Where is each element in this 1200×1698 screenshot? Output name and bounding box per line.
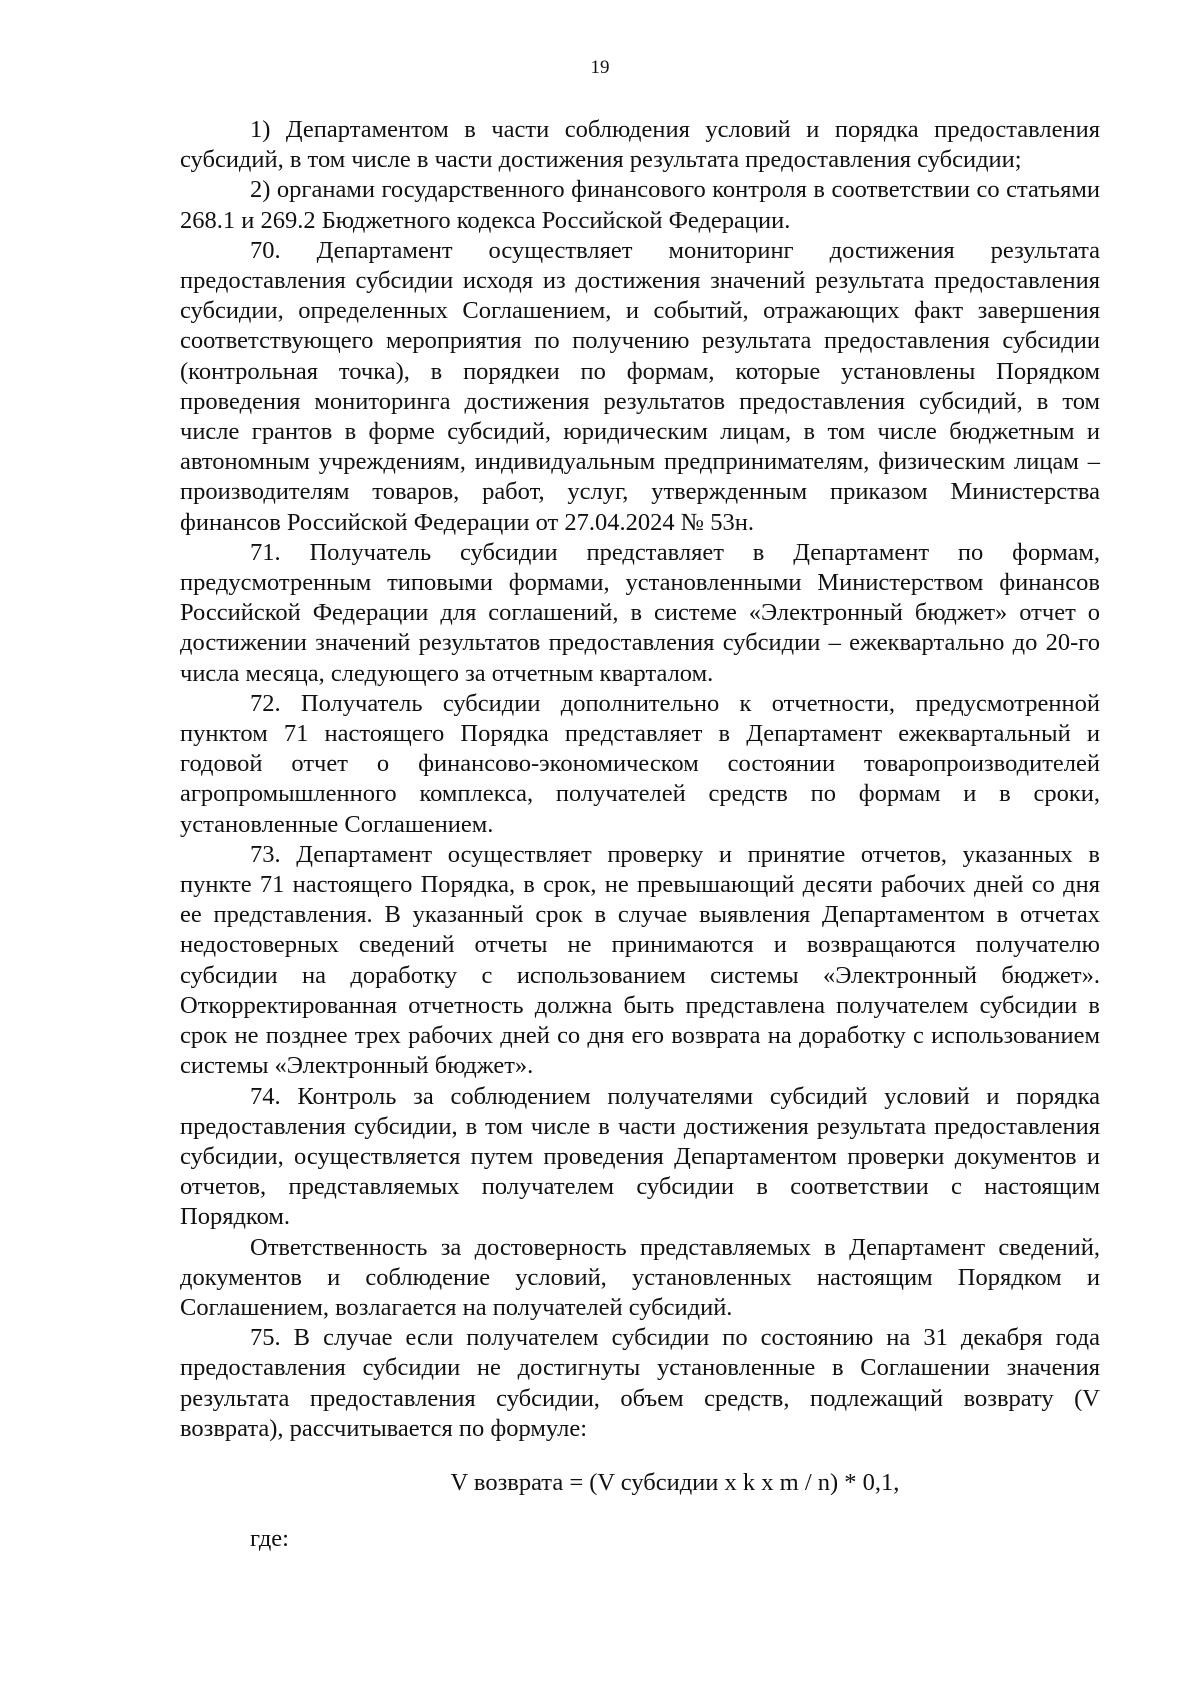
paragraph-1: 1) Департаментом в части соблюдения условий и порядка предоставления субсидий, в том числе в части достижения результата предоставления субсидии; — [180, 116, 1100, 174]
document-body — [180, 115, 1100, 1554]
paragraph-70: 70. Департамент осуществляет мониторинг достижения результата предоставления субсидии исходя из достижения значений результата предоставления субсидии, определенных Соглашением, и событий, отражающих факт завершения соответствующего мероприятия по получению результата предоставления субсидии (контрольная точка), в порядкеи по формам, которые установлены Порядком проведения мониторинга достижения результатов предоставления субсидий, в том числе грантов в форме субсидий, юридическим лицам, в том числе бюджетным и автономным учреждениям, индивидуальным предпринимателям, физическим лицам – производителям товаров, работ, услуг, утвержденным приказом Министерства финансов Российской Федерации от 27.04.2024 № 53н. — [180, 236, 1100, 536]
paragraph-71: 71. Получатель субсидии представляет в Департамент по формам, предусмотренным типовыми формами, установленными Министерством финансов Российской Федерации для соглашений, в системе «Электронный бюджет» отчет о достижении значений результатов предоставления субсидии – ежеквартально до 20-го числа месяца, следующего за отчетным кварталом. — [180, 538, 1100, 687]
paragraph-73: 73. Департамент осуществляет проверку и принятие отчетов, указанных в пункте 71 настоящего Порядка, в срок, не превышающий десяти рабочих дней со дня ее представления. В указанный срок в случае выявления Департаментом в отчетах недостоверных сведений отчеты не принимаются и возвращаются получателю субсидии на доработку с использованием системы «Электронный бюджет». Откорректированная отчетность должна быть представлена получателем субсидии в срок не позднее трех рабочих дней со дня его возврата на доработку с использованием системы «Электронный бюджет». — [180, 840, 1100, 1080]
paragraph-72: 72. Получатель субсидии дополнительно к отчетности, предусмотренной пунктом 71 настоящего Порядка представляет в Департамент ежеквартальный и годовой отчет о финансово-экономическом состоянии товаропроизводителей агропромышленного комплекса, получателей средств по формам и в сроки, установленные Соглашением. — [180, 689, 1100, 838]
refund-formula: V возврата = (V субсидии x k x m / n) * 0,1, — [450, 1468, 900, 1496]
paragraph-responsibility: Ответственность за достоверность представляемых в Департамент сведений, документов и соблюдение условий, установленных настоящим Порядком и Соглашением, возлагается на получателей субсидий. — [180, 1233, 1100, 1321]
paragraph-75: 75. В случае если получателем субсидии по состоянию на 31 декабря года предоставления субсидии не достигнуты установленные в Соглашении значения результата предоставления субсидии, объем средств, подлежащий возврату (V возврата), рассчитывается по формуле: — [180, 1324, 1100, 1442]
paragraph-2: 2) органами государственного финансового контроля в соответствии со статьями 268.1 и 269.2 Бюджетного кодекса Российской Федерации. — [180, 176, 1100, 234]
paragraph-74: 74. Контроль за соблюдением получателями субсидий условий и порядка предоставления субсидии, в том числе в части достижения результата предоставления субсидии, осуществляется путем проведения Департаментом проверки документов и отчетов, представляемых получателем субсидии в соответствии с настоящим Порядком. — [180, 1082, 1100, 1231]
where-label: где: — [250, 1525, 289, 1553]
page-number: 19 — [590, 57, 610, 78]
